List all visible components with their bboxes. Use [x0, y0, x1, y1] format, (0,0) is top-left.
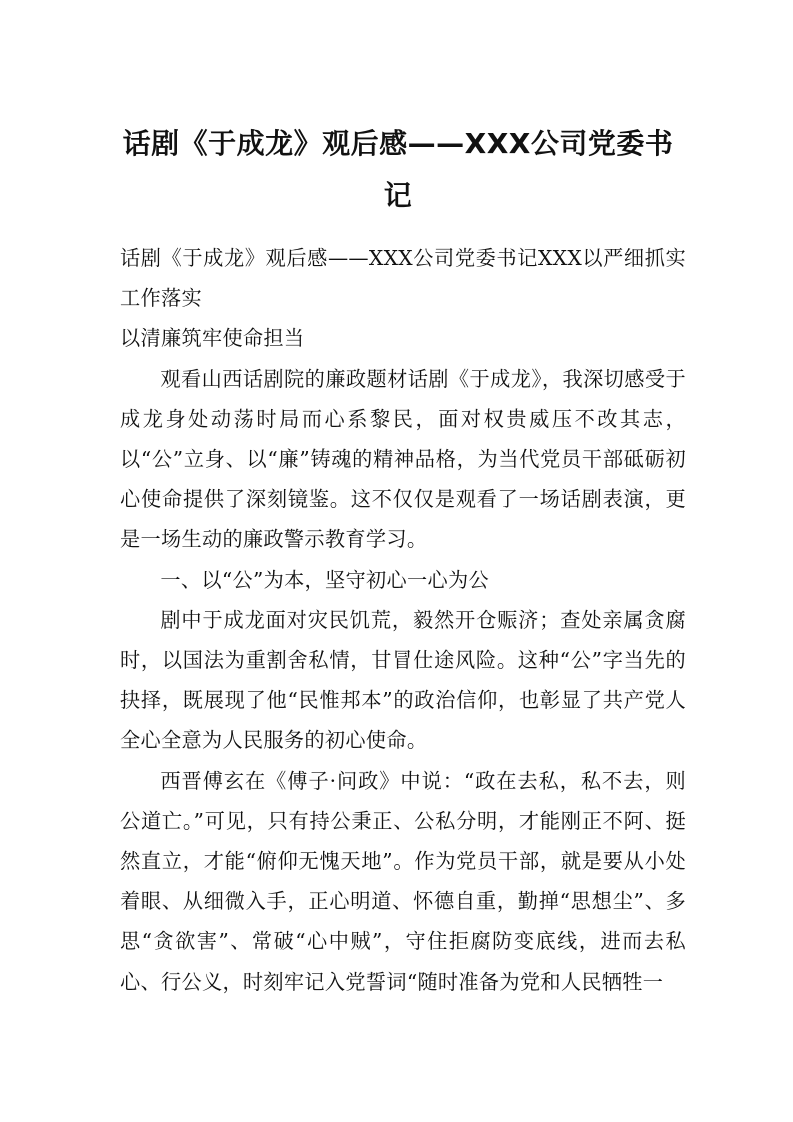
- section-heading-1: 一、以“公”为本，坚守初心一心为公: [160, 567, 489, 592]
- paragraph-intro: 观看山西话剧院的廉政题材话剧《于成龙》，我深切感受于成龙身处动荡时局而心系黎民，面对权贵威压不改其志，以“公”立身、以“廉”铸魂的精神品格，为当代党员干部砥砺初心使命提供了深刻镜鉴。这不仅仅是观看了一场话剧表演，更是一场生动的廉政警示教育学习。: [120, 366, 686, 552]
- subtitle-line-2: 以清廉筑牢使命担当: [120, 326, 305, 351]
- paragraph-section-1-b: 西晋傅玄在《傅子·问政》中说：“政在去私，私不去，则公道亡。”可见，只有持公秉正、公私分明，才能刚正不阿、挺然直立，才能“俯仰无愧天地”。作为党员干部，就是要从小处着眼、从细微入手，正心明道、怀德自重，勤掸“思想尘”、多思“贪欲害”、常破“心中贼”，守住拒腐防变底线，进而去私心、行公义，时刻牢记入党誓词“随时准备为党和人民牺牲一: [120, 768, 686, 994]
- subtitle-line-1: 话剧《于成龙》观后感——XXX公司党委书记XXX以严细抓实工作落实: [120, 246, 686, 311]
- document-body: [120, 238, 686, 1002]
- document-title: 话剧《于成龙》观后感——XXX公司党委书记: [122, 127, 674, 212]
- paragraph-section-1-a: 剧中于成龙面对灾民饥荒，毅然开仓赈济；查处亲属贪腐时，以国法为重割舍私情，甘冒仕途风险。这种“公”字当先的抉择，既展现了他“民惟邦本”的政治信仰，也彰显了共产党人全心全意为人民服务的初心使命。: [120, 607, 686, 753]
